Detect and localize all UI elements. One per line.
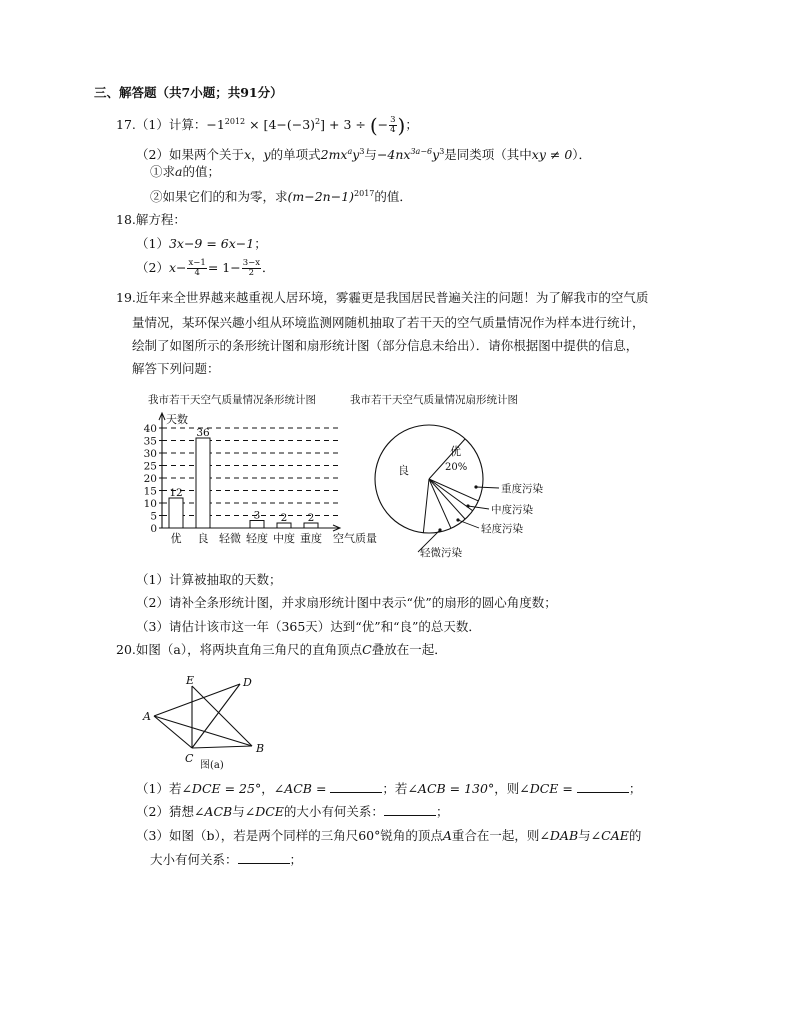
y-axis-label: 天数 <box>166 413 188 426</box>
figure-caption-a: 图(a) <box>200 760 224 771</box>
q19-line4: 解答下列问题： <box>132 361 220 376</box>
answer-blank[interactable] <box>330 780 382 793</box>
y-tick-label: 20 <box>143 473 157 485</box>
callout-arrowhead <box>474 485 477 488</box>
data-label: 3 <box>253 509 261 522</box>
fraction: $\frac{3}{4}$ <box>390 115 396 136</box>
q18-title: 18.解方程： <box>116 212 186 227</box>
x-tick-label: 中度 <box>273 532 295 545</box>
y-tick-label: 25 <box>143 460 157 473</box>
q20-line1: 20.如图（a），将两块直角三角尺的直角顶点C叠放在一起． <box>116 642 447 657</box>
q19-line1: 19.近年来全世界越来越重视人居环境，雾霾更是我国居民普遍关注的问题！为了解我市的空气质 <box>116 290 649 305</box>
q17-sub1: ①求a的值； <box>150 164 220 179</box>
q19-line2: 量情况，某环保兴趣小组从环境监测网随机抽取了若干天的空气质量情况作为样本进行统计， <box>132 315 645 330</box>
point-c: C <box>185 752 194 765</box>
x-tick-label: 良 <box>197 532 209 545</box>
q17-part2: （2）如果两个关于x，y的单项式$2mx^ay^3$与$-4nx^{3a-6}y^3$是同类项（其中xy ≠ 0）． <box>136 147 592 163</box>
y-tick-label: 10 <box>143 498 157 510</box>
pie-label-you-pct: 20% <box>445 462 468 473</box>
section-title: 三、解答题（共7小题；共91分） <box>94 85 283 100</box>
x-axis-label: 空气质量 <box>333 532 377 545</box>
y-tick-label: 35 <box>143 435 157 448</box>
q17-part1: 17.（1）计算：$-1^{2012} \times [4-(-3)^2] + 3$ ÷ (− $\frac{3}{4}$ )； <box>116 113 418 138</box>
callout-line <box>458 520 479 528</box>
fraction: $\frac{x-1}{4}$ <box>188 258 206 278</box>
data-label: 2 <box>307 512 315 524</box>
q18-part2: （2）x− $\frac{x-1}{4}$ = 1− $\frac{3-x}{2}$ ． <box>136 258 275 278</box>
answer-blank[interactable] <box>238 851 290 864</box>
callout-arrowhead <box>438 528 441 531</box>
fraction: $\frac{3-x}{2}$ <box>242 258 261 278</box>
q17-sub2: ②如果它们的和为零，求$(m-2n-1)^{2017}$的值． <box>150 189 412 205</box>
data-label: 2 <box>280 512 288 524</box>
point-e: E <box>186 674 195 687</box>
x-tick-label: 轻微 <box>219 532 241 545</box>
pie-label-you: 优 <box>450 445 461 458</box>
x-tick-label: 轻度 <box>246 532 268 545</box>
segment-ad <box>154 684 240 716</box>
answer-blank[interactable] <box>577 780 629 793</box>
q18-part1: （1）3x−9 = 6x−1； <box>136 236 267 251</box>
q20-sub3: （3）如图（b），若是两个同样的三角尺60°锐角的顶点A重合在一起，则∠DAB与∠CAE的 <box>136 828 642 843</box>
callout-arrowhead <box>456 518 459 521</box>
pie-label: 轻微污染 <box>420 547 462 559</box>
y-tick-label: 5 <box>150 510 157 523</box>
pie-chart-title: 我市若干天空气质量情况扇形统计图 <box>350 394 518 406</box>
point-b: B <box>256 742 265 755</box>
point-d: D <box>243 676 252 689</box>
pie-label: 轻度污染 <box>481 523 523 535</box>
data-label: 36 <box>196 427 210 439</box>
point-a: A <box>143 710 151 723</box>
data-label: 12 <box>169 487 183 499</box>
q20-sub1: （1）若∠DCE = 25°，∠ACB = ；若∠ACB = 130°，则∠DCE = ； <box>136 781 642 796</box>
q19-sub2: （2）请补全条形统计图，并求扇形统计图中表示“优”的扇形的圆心角度数； <box>136 595 557 610</box>
x-tick-label: 重度 <box>300 532 322 545</box>
answer-blank[interactable] <box>384 803 436 816</box>
y-tick-label: 0 <box>150 523 157 535</box>
q19-line3: 绘制了如图所示的条形统计图和扇形统计图（部分信息未给出）．请你根据图中提供的信息， <box>132 338 639 353</box>
bar-chart-title: 我市若干天空气质量情况条形统计图 <box>148 394 316 406</box>
q19-sub1: （1）计算被抽取的天数； <box>136 572 282 587</box>
y-tick-label: 15 <box>143 485 157 498</box>
y-tick-label: 30 <box>143 448 157 460</box>
pie-label: 重度污染 <box>501 483 543 495</box>
pie-label: 中度污染 <box>491 504 533 516</box>
pie-label-liang: 良 <box>398 464 409 477</box>
q20-sub3-line2: 大小有何关系： ； <box>150 852 303 867</box>
y-tick-label: 40 <box>143 423 157 435</box>
callout-arrowhead <box>466 504 469 507</box>
x-tick-label: 优 <box>170 532 182 545</box>
segment-cb <box>192 746 252 748</box>
q20-sub2: （2）猜想∠ACB与∠DCE的大小有何关系： ； <box>136 804 449 819</box>
segment-ac <box>154 716 192 748</box>
q19-sub3: （3）请估计该市这一年（365天）达到“优”和“良”的总天数． <box>136 619 481 634</box>
q17-number: 17. <box>116 117 136 133</box>
